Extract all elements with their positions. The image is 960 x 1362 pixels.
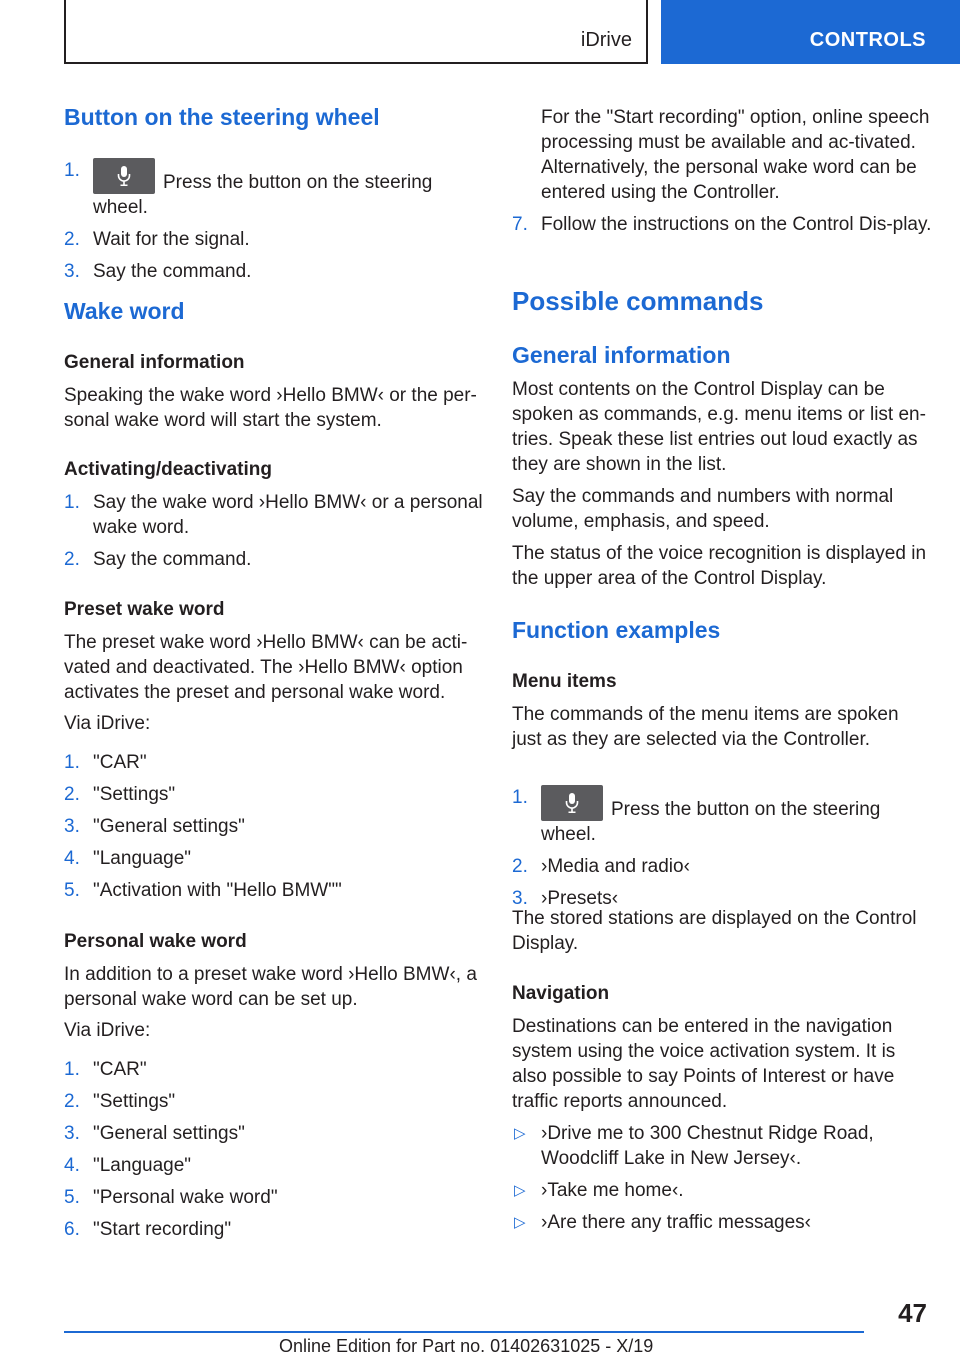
list-item [64,1121,484,1146]
step-text: "CAR" [93,1059,147,1080]
heading-preset-wake-word: Preset wake word [64,599,225,620]
preset-wake-word-text: The preset wake word ›Hello BMW‹ can be acti-vated and deactivated. The ›Hello BMW‹ option activates the preset and personal wake word. [64,632,468,703]
general-info-text: Speaking the wake word ›Hello BMW‹ or the per-sonal wake word will start the system. [64,385,477,431]
triangle-bullet-icon: ▷ [514,1214,526,1231]
header-section-title: iDrive [580,29,632,51]
list-item [512,1178,932,1203]
heading-wake-word: Wake word [64,298,185,324]
mic-button-icon [541,785,603,821]
step-number: 4. [64,1155,80,1176]
list-item [64,1217,484,1242]
navigation-examples-list [512,1121,932,1242]
step-number: 1. [64,1059,80,1080]
list-item [64,846,484,871]
step-text: "Settings" [93,1091,176,1112]
list-item [64,878,484,903]
example-text: ›Are there any traffic messages‹ [541,1212,811,1233]
page-number: 47 [898,1298,927,1328]
list-item [64,1185,484,1210]
step-number: 1. [64,492,80,513]
step-number: 4. [64,848,80,869]
general-info-paragraph-1: Most contents on the Control Display can be spoken as commands, e.g. menu items or list en-tries. Speak these list entries out loud exactly as they are shown in the list. [512,379,926,475]
heading-function-examples: Function examples [512,617,721,643]
heading-navigation: Navigation [512,983,610,1004]
step-text: "Start recording" [93,1219,232,1240]
step-number: 2. [64,784,80,805]
step-number: 2. [64,229,80,250]
step-text: "CAR" [93,752,147,773]
heading-button-steering-wheel: Button on the steering wheel [64,104,380,130]
stored-stations-text: The stored stations are displayed on the Control Display. [512,908,917,954]
step-number: 5. [64,880,80,901]
heading-general-information: General information [64,352,245,373]
continued-steps-list [512,212,932,244]
navigation-text: Destinations can be entered in the navigation system using the voice activation system. It is also possible to say Points of Interest or have traffic reports announced. [512,1016,896,1112]
general-info-paragraph-2: Say the commands and numbers with normal volume, emphasis, and speed. [512,486,894,532]
list-item [64,547,484,572]
triangle-bullet-icon: ▷ [514,1182,526,1199]
via-idrive-label: Via iDrive: [64,713,151,734]
step-text: ›Presets‹ [541,888,619,909]
step-text: "Language" [93,1155,192,1176]
step-number: 2. [64,1091,80,1112]
personal-steps-list [64,1057,484,1249]
heading-menu-items: Menu items [512,671,617,692]
step-text: "Settings" [93,784,176,805]
step-number: 1. [64,160,80,181]
footer-edition-text: Online Edition for Part no. 01402631025 - X/19 [279,1336,654,1356]
personal-wake-word-text: In addition to a preset wake word ›Hello BMW‹, a personal wake word can be set up. [64,964,477,1010]
step-text: "General settings" [93,1123,245,1144]
menu-items-text: The commands of the menu items are spoken just as they are selected via the Controller. [512,704,899,750]
heading-activating-deactivating: Activating/deactivating [64,459,272,480]
heading-personal-wake-word: Personal wake word [64,931,247,952]
list-item [64,259,484,284]
step-number: 3. [64,816,80,837]
step-number: 3. [64,261,80,282]
step-number: 2. [64,549,80,570]
step-number: 3. [64,1123,80,1144]
preset-steps-list [64,750,484,910]
heading-possible-commands: Possible commands [512,286,764,316]
list-item [64,1089,484,1114]
step-number: 1. [64,752,80,773]
list-item [64,158,484,220]
button-steps-list [64,158,484,291]
triangle-bullet-icon: ▷ [514,1125,526,1142]
header-chapter-label: CONTROLS [809,29,926,51]
step-number: 1. [512,787,528,808]
start-recording-continuation-text: For the "Start recording" option, online speech processing must be available and ac-tivated. Alternatively, the personal wake word can be entered using the Controller. [541,107,930,203]
step-text: Say the command. [93,549,252,570]
footer-divider [64,1331,864,1333]
step-number: 2. [512,856,528,877]
list-item [64,227,484,252]
step-number: 7. [512,214,528,235]
step-number: 5. [64,1187,80,1208]
list-item [512,1210,932,1235]
step-text: Say the wake word ›Hello BMW‹ or a personal wake word. [93,492,483,538]
example-text: ›Drive me to 300 Chestnut Ridge Road, Woodcliff Lake in New Jersey‹. [541,1123,874,1169]
list-item [64,1057,484,1082]
list-item [64,782,484,807]
step-text: Follow the instructions on the Control Dis-play. [541,214,932,235]
step-text: Say the command. [93,261,252,282]
step-text: Press the button on the steering wheel. [93,172,433,218]
step-text: "Language" [93,848,192,869]
heading-general-information: General information [512,342,731,368]
list-item [512,1121,932,1171]
step-number: 6. [64,1219,80,1240]
step-number: 3. [512,888,528,909]
step-text: Wait for the signal. [93,229,250,250]
list-item [512,785,932,847]
list-item [512,854,932,879]
header-chapter-tab [661,0,960,64]
list-item [64,1153,484,1178]
step-text: ›Media and radio‹ [541,856,690,877]
list-item [64,490,484,540]
step-text: "Personal wake word" [93,1187,278,1208]
menu-steps-list [512,785,932,918]
step-text: "General settings" [93,816,245,837]
step-text: "Activation with "Hello BMW"" [93,880,342,901]
mic-button-icon [93,158,155,194]
activating-steps-list [64,490,484,579]
example-text: ›Take me home‹. [541,1180,684,1201]
list-item [64,814,484,839]
step-text: Press the button on the steering wheel. [541,799,881,845]
general-info-paragraph-3: The status of the voice recognition is displayed in the upper area of the Control Display. [512,543,927,589]
header-box [64,0,648,64]
list-item [64,750,484,775]
via-idrive-label: Via iDrive: [64,1020,151,1041]
list-item [512,212,932,237]
